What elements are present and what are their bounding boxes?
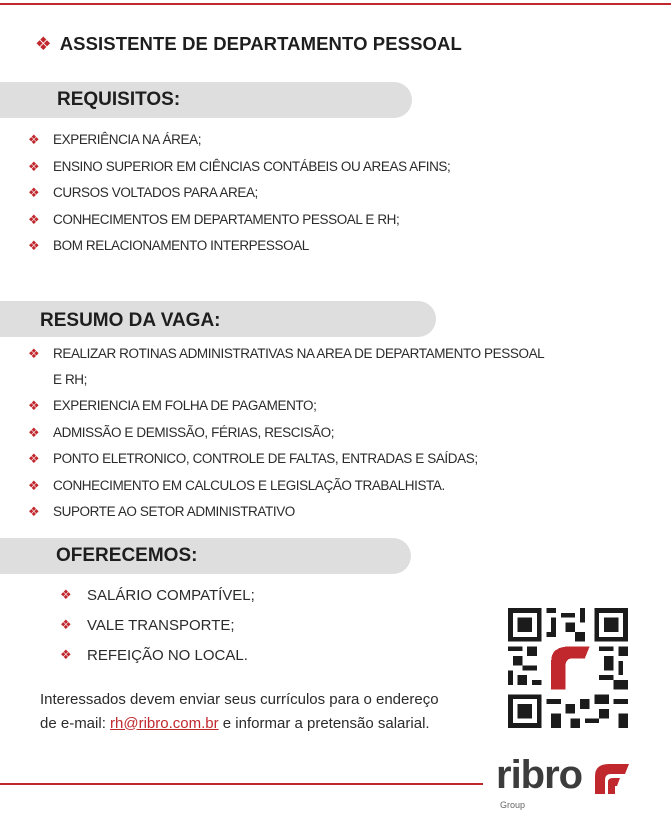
list-item-text: VALE TRANSPORTE; [87, 617, 235, 634]
email-link[interactable]: rh@ribro.com.br [110, 714, 219, 732]
diamond-bullet-icon: ❖ [60, 617, 72, 632]
resumo-title: RESUMO DA VAGA: [40, 310, 221, 331]
list-item-text: CURSOS VOLTADOS PARA AREA; [53, 185, 258, 200]
job-title [35, 33, 462, 55]
resumo-first-item-continuation: E RH; [53, 372, 88, 387]
contact-paragraph [40, 688, 450, 735]
diamond-bullet-icon: ❖ [28, 158, 40, 174]
diamond-bullet-icon: ❖ [28, 238, 40, 253]
diamond-bullet-icon: ❖ [28, 185, 40, 200]
list-item-text: PONTO ELETRONICO, CONTROLE DE FALTAS, ENTRADAS E SAÍDAS; [53, 451, 478, 466]
list-item-text: EXPERIENCIA EM FOLHA DE PAGAMENTO; [53, 398, 317, 413]
ribro-logo-subtitle: Group [500, 800, 526, 810]
oferecemos-title: OFERECEMOS: [56, 545, 198, 566]
contact-text-after: e informar a pretensão salarial. [218, 714, 430, 732]
requisitos-title: REQUISITOS: [57, 89, 181, 110]
diamond-bullet-icon: ❖ [35, 33, 52, 54]
contact-text-before: Interessados devem enviar seus currículos para o endereço de e-mail: [40, 691, 439, 732]
list-item-text: SALÁRIO COMPATÍVEL; [87, 587, 255, 604]
diamond-bullet-icon: ❖ [28, 132, 40, 147]
diamond-bullet-icon: ❖ [60, 647, 72, 662]
job-title-text: ASSISTENTE DE DEPARTAMENTO PESSOAL [59, 33, 462, 54]
list-item-text: REALIZAR ROTINAS ADMINISTRATIVAS NA AREA DE DEPARTAMENTO PESSOAL [53, 346, 545, 361]
diamond-bullet-icon: ❖ [28, 398, 40, 413]
list-item-text: CONHECIMENTO EM CALCULOS E LEGISLAÇÃO TRABALHISTA. [53, 477, 445, 493]
diamond-bullet-icon: ❖ [28, 346, 40, 361]
ribro-logo-text: ribro [496, 753, 583, 797]
qr-code-icon [508, 608, 628, 728]
diamond-bullet-icon: ❖ [28, 424, 40, 440]
diamond-bullet-icon: ❖ [28, 211, 40, 227]
diamond-bullet-icon: ❖ [28, 477, 40, 493]
top-divider [0, 3, 671, 5]
list-item-text: REFEIÇÃO NO LOCAL. [87, 647, 248, 664]
list-item-text: SUPORTE AO SETOR ADMINISTRATIVO [53, 504, 295, 519]
diamond-bullet-icon: ❖ [28, 451, 40, 466]
list-item-text: ENSINO SUPERIOR EM CIÊNCIAS CONTÁBEIS OU AREAS AFINS; [53, 158, 451, 174]
list-item-text: BOM RELACIONAMENTO INTERPESSOAL [53, 238, 309, 253]
list-item-text: EXPERIÊNCIA NA ÁREA; [53, 132, 202, 147]
list-item-text: ADMISSÃO E DEMISSÃO, FÉRIAS, RESCISÃO; [53, 424, 335, 440]
ribro-logo-mark-icon [589, 760, 631, 794]
bottom-divider [0, 783, 483, 785]
diamond-bullet-icon: ❖ [28, 504, 40, 519]
diamond-bullet-icon: ❖ [60, 587, 72, 602]
list-item-text: CONHECIMENTOS EM DEPARTAMENTO PESSOAL E RH; [53, 211, 400, 227]
